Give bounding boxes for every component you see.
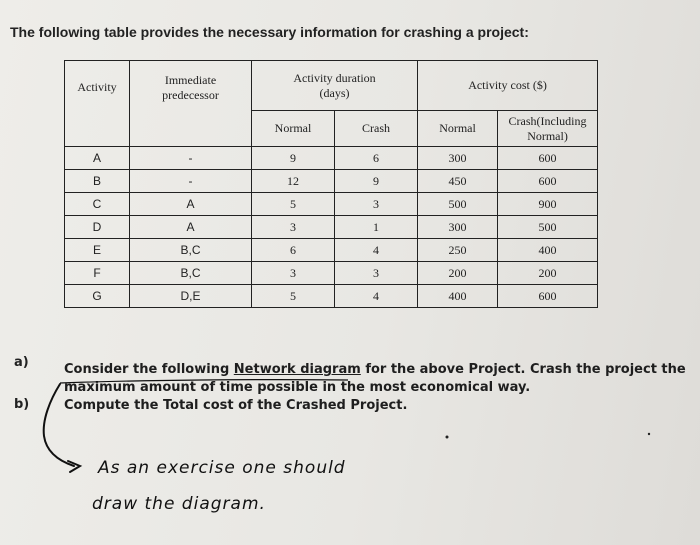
cell-crash-cost: 600 bbox=[498, 170, 598, 193]
cell-crash-cost: 600 bbox=[498, 285, 598, 308]
header-crash-cost bbox=[498, 111, 598, 147]
cell-activity: G bbox=[65, 285, 130, 308]
crashing-table-container bbox=[64, 60, 597, 308]
cell-predecessor: B,C bbox=[130, 262, 252, 285]
question-a-underlined: Network diagram bbox=[233, 362, 361, 377]
header-predecessor bbox=[130, 61, 252, 147]
cell-normal-cost: 200 bbox=[418, 262, 498, 285]
intro-text: The following table provides the necessary information for crashing a project: bbox=[10, 24, 529, 40]
cell-activity: E bbox=[65, 239, 130, 262]
question-b-text: Compute the Total cost of the Crashed Project. bbox=[64, 398, 408, 413]
cell-predecessor: A bbox=[130, 216, 252, 239]
cell-normal-days: 12 bbox=[252, 170, 335, 193]
cell-normal-days: 3 bbox=[252, 216, 335, 239]
header-normal-duration: Normal bbox=[252, 111, 335, 147]
cell-normal-days: 9 bbox=[252, 147, 335, 170]
header-predecessor-line2: predecessor bbox=[162, 87, 219, 102]
table-row bbox=[65, 262, 598, 285]
table-row bbox=[65, 285, 598, 308]
cell-activity: A bbox=[65, 147, 130, 170]
cell-predecessor: B,C bbox=[130, 239, 252, 262]
cell-crash-cost: 500 bbox=[498, 216, 598, 239]
cell-crash-days: 3 bbox=[335, 193, 418, 216]
cell-normal-days: 3 bbox=[252, 262, 335, 285]
question-a-line2: maximum amount of time possible in the most economical way. bbox=[64, 380, 531, 395]
cell-activity: B bbox=[65, 170, 130, 193]
question-a-line1 bbox=[64, 362, 686, 377]
header-crash-cost-line1: Crash(Including bbox=[508, 113, 587, 128]
cell-activity: F bbox=[65, 262, 130, 285]
header-predecessor-line1: Immediate bbox=[164, 72, 217, 87]
crashing-table bbox=[64, 60, 598, 308]
table-row bbox=[65, 147, 598, 170]
header-duration-line1: Activity duration bbox=[293, 70, 376, 85]
question-a-text-part2: for the above Project. Crash the project the bbox=[360, 362, 686, 377]
handwritten-note-line2: draw the diagram. bbox=[92, 494, 266, 514]
cell-normal-days: 5 bbox=[252, 285, 335, 308]
cell-crash-days: 1 bbox=[335, 216, 418, 239]
header-activity-label: Activity bbox=[77, 80, 117, 94]
cell-predecessor: D,E bbox=[130, 285, 252, 308]
header-duration-line2: (days) bbox=[319, 85, 350, 100]
cell-normal-cost: 450 bbox=[418, 170, 498, 193]
cell-crash-days: 4 bbox=[335, 239, 418, 262]
cell-crash-days: 4 bbox=[335, 285, 418, 308]
cell-predecessor: - bbox=[130, 170, 252, 193]
cell-predecessor: - bbox=[130, 147, 252, 170]
question-a-label: a) bbox=[14, 355, 29, 370]
question-a-text-part1: Consider the following bbox=[64, 362, 234, 377]
header-cost bbox=[418, 61, 598, 111]
handwritten-note-line1: As an exercise one should bbox=[98, 458, 346, 478]
cell-normal-cost: 250 bbox=[418, 239, 498, 262]
cell-normal-cost: 300 bbox=[418, 216, 498, 239]
cell-normal-days: 5 bbox=[252, 193, 335, 216]
cell-crash-cost: 400 bbox=[498, 239, 598, 262]
table-row bbox=[65, 216, 598, 239]
header-duration bbox=[252, 61, 418, 111]
cell-normal-days: 6 bbox=[252, 239, 335, 262]
cell-activity: C bbox=[65, 193, 130, 216]
table-row bbox=[65, 193, 598, 216]
cell-crash-days: 6 bbox=[335, 147, 418, 170]
cell-crash-days: 3 bbox=[335, 262, 418, 285]
header-normal-cost: Normal bbox=[418, 111, 498, 147]
cell-activity: D bbox=[65, 216, 130, 239]
cell-crash-cost: 600 bbox=[498, 147, 598, 170]
table-row bbox=[65, 170, 598, 193]
header-cost-label: Activity cost ($) bbox=[468, 78, 547, 92]
cell-crash-cost: 900 bbox=[498, 193, 598, 216]
header-activity bbox=[65, 61, 130, 147]
question-b-label: b) bbox=[14, 397, 30, 412]
header-crash-duration: Crash bbox=[335, 111, 418, 147]
cell-crash-cost: 200 bbox=[498, 262, 598, 285]
cell-normal-cost: 400 bbox=[418, 285, 498, 308]
cell-normal-cost: 500 bbox=[418, 193, 498, 216]
header-crash-cost-line2: Normal) bbox=[527, 128, 568, 143]
table-row bbox=[65, 239, 598, 262]
cell-crash-days: 9 bbox=[335, 170, 418, 193]
cell-predecessor: A bbox=[130, 193, 252, 216]
cell-normal-cost: 300 bbox=[418, 147, 498, 170]
